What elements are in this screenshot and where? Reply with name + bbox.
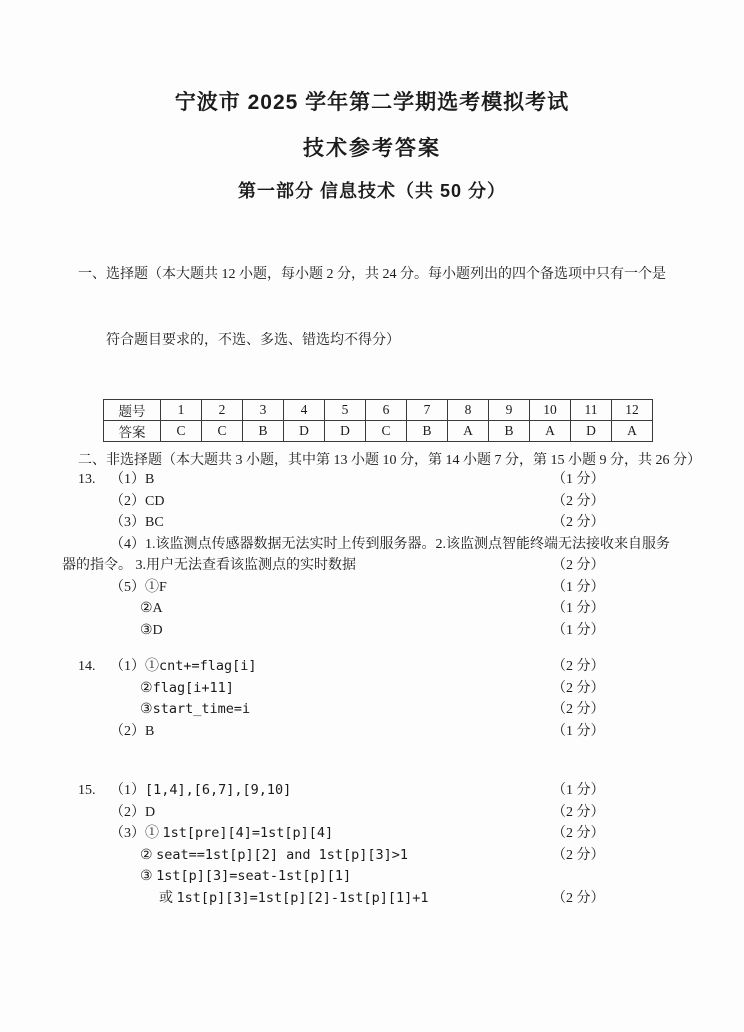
answer-line — [62, 577, 682, 599]
answer-line — [62, 780, 682, 802]
exam-title: 宁波市 2025 学年第二学期选考模拟考试 — [174, 91, 570, 114]
answer-cell: C — [161, 421, 202, 442]
answer-line — [62, 620, 682, 642]
answer-cell: D — [284, 421, 325, 442]
answer-line — [62, 888, 682, 910]
score-label: （2 分） — [552, 493, 605, 509]
answer-content — [140, 845, 408, 867]
answer-code: seat==1st[p][2] and 1st[p][3]>1 — [156, 846, 409, 863]
question-number: 15. — [78, 783, 96, 798]
score-label: （1 分） — [552, 783, 605, 798]
answer-line — [62, 598, 682, 620]
question-number-cell: 12 — [612, 400, 653, 421]
answer-content — [110, 512, 164, 534]
answer-content — [110, 656, 257, 678]
question-number: 13. — [78, 472, 96, 487]
answer-code: start_time=i — [152, 701, 251, 717]
table-row-header-question: 题号 — [104, 400, 161, 421]
answer-line — [62, 469, 682, 491]
choice-intro-line2: 符合题目要求的，不选、多选、错选均不得分） — [106, 333, 400, 348]
answer-content — [110, 534, 670, 556]
answer-content — [110, 780, 291, 802]
answer-label: （3）BC — [110, 515, 164, 530]
choice-intro-line1: 一、选择题（本大题共 12 小题，每小题 2 分，共 24 分。每小题列出的四个备选项中只有一个是 — [78, 267, 666, 282]
multiple-choice-answer-table — [103, 399, 653, 442]
answer-content — [140, 598, 163, 620]
score-label: （2 分） — [552, 804, 605, 820]
answer-content — [159, 888, 428, 910]
answer-code: [1,4],[6,7],[9,10] — [145, 782, 292, 798]
answer-label: （2）D — [110, 804, 156, 820]
answer-label: （1） — [110, 783, 145, 798]
answer-label: 或 — [159, 890, 177, 906]
answer-cell: B — [489, 421, 530, 442]
score-label: （2 分） — [552, 558, 605, 573]
answer-content — [62, 555, 356, 577]
answer-content — [110, 721, 154, 743]
answer-label: ③ — [140, 702, 153, 717]
answer-content — [140, 620, 163, 642]
score-label: （1 分） — [552, 601, 605, 616]
score-label: （2 分） — [552, 659, 605, 674]
question-number-cell: 2 — [202, 400, 243, 421]
answer-label: ③D — [140, 622, 163, 638]
question-number-cell: 5 — [325, 400, 366, 421]
answer-line — [62, 823, 682, 845]
answer-code: cnt+=flag[i] — [159, 658, 257, 674]
score-label: （2 分） — [552, 702, 605, 717]
answer-content — [110, 802, 155, 824]
answer-label: （2）CD — [110, 493, 165, 509]
question-number-cell: 7 — [407, 400, 448, 421]
answer-code: 1st[p][3]=seat-1st[p][1] — [156, 868, 352, 884]
answer-content — [110, 469, 154, 491]
question-number: 14. — [78, 659, 96, 674]
score-label: （2 分） — [552, 680, 605, 696]
question-number-cell: 6 — [366, 400, 407, 421]
answer-key-title: 技术参考答案 — [303, 137, 441, 160]
answer-line — [62, 656, 682, 678]
answer-line — [62, 845, 682, 867]
answer-line — [62, 534, 682, 556]
answer-cell: C — [202, 421, 243, 442]
answer-content — [140, 699, 250, 721]
answer-label: （2）B — [110, 723, 155, 739]
answer-cell: D — [325, 421, 366, 442]
answer-label: （1）① — [110, 659, 159, 674]
question-number-cell: 4 — [284, 400, 325, 421]
table-row-header-answer: 答案 — [104, 421, 161, 442]
question-number-cell: 3 — [243, 400, 284, 421]
choice-section-intro — [62, 220, 682, 396]
answer-line — [62, 699, 682, 721]
answer-label: （1）B — [110, 472, 155, 487]
answer-line — [62, 512, 682, 534]
answer-label: 器的指令。 3.用户无法查看该监测点的实时数据 — [62, 558, 356, 573]
score-label: （2 分） — [552, 847, 605, 863]
score-label: （2 分） — [552, 826, 605, 841]
answer-content — [110, 491, 164, 513]
answer-label: ② — [140, 680, 153, 696]
answer-line — [62, 678, 682, 700]
free-response-intro: 二、非选择题（本大题共 3 小题，其中第 13 小题 10 分，第 14 小题 7 分，第 15 小题 9 分，共 26 分） — [78, 453, 701, 468]
question-number-cell: 11 — [571, 400, 612, 421]
score-label: （2 分） — [552, 515, 605, 530]
part-one-heading: 第一部分 信息技术（共 50 分） — [237, 181, 507, 201]
answer-label: （3）① — [110, 826, 163, 841]
score-label: （1 分） — [552, 579, 605, 595]
answer-label: （4）1.该监测点传感器数据无法实时上传到服务器。2.该监测点智能终端无法接收来自服务 — [110, 536, 670, 552]
answer-code: flag[i+11] — [152, 679, 234, 696]
answer-cell: A — [612, 421, 653, 442]
answer-content — [110, 823, 333, 845]
question-number-cell: 8 — [448, 400, 489, 421]
answer-line — [62, 866, 682, 888]
answer-content — [140, 678, 234, 700]
answer-code: 1st[p][3]=1st[p][2]-1st[p][1]+1 — [176, 889, 429, 906]
answer-content — [140, 866, 351, 888]
free-response-answers — [62, 469, 682, 909]
answer-label: ③ — [140, 869, 157, 884]
answer-line — [62, 721, 682, 743]
question-number-cell: 1 — [161, 400, 202, 421]
answer-content — [110, 577, 167, 599]
answer-cell: B — [407, 421, 448, 442]
answer-label: ②A — [140, 601, 163, 616]
question-number-cell: 10 — [530, 400, 571, 421]
answer-line — [62, 802, 682, 824]
answer-label: ② — [140, 847, 157, 863]
answer-cell: A — [530, 421, 571, 442]
score-label: （2 分） — [552, 890, 605, 906]
answer-line — [62, 491, 682, 513]
answer-line — [62, 555, 682, 577]
question-number-cell: 9 — [489, 400, 530, 421]
score-label: （1 分） — [552, 472, 605, 487]
score-label: （1 分） — [552, 622, 605, 638]
answer-code: 1st[pre][4]=1st[p][4] — [162, 825, 334, 841]
answer-cell: D — [571, 421, 612, 442]
answer-cell: C — [366, 421, 407, 442]
answer-cell: B — [243, 421, 284, 442]
answer-cell: A — [448, 421, 489, 442]
answer-label: （5）①F — [110, 579, 167, 595]
score-label: （1 分） — [552, 723, 605, 739]
